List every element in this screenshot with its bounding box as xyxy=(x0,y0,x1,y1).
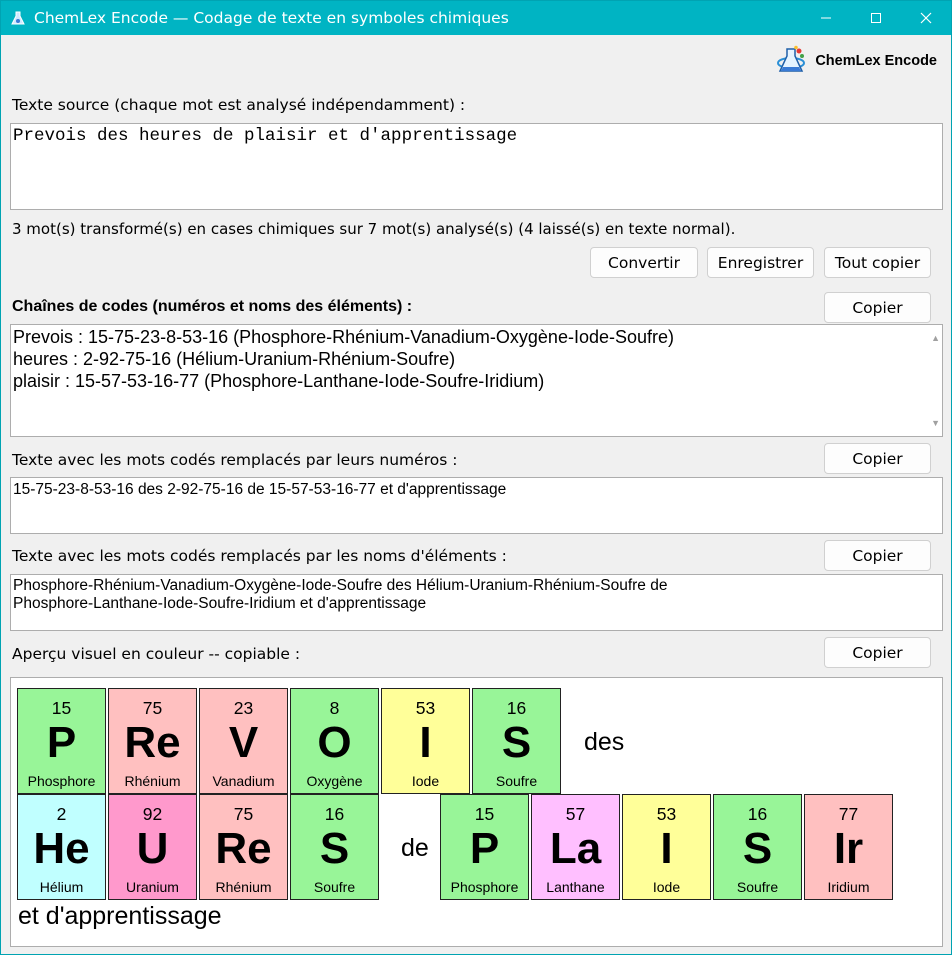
app-icon xyxy=(10,10,26,26)
codes-line: plaisir : 15-57-53-16-77 (Phosphore-Lanthane-Iode-Soufre-Iridium) xyxy=(13,371,545,391)
element-tile xyxy=(440,794,529,900)
element-number: 57 xyxy=(565,804,586,824)
element-tile xyxy=(622,794,711,900)
maximize-icon[interactable] xyxy=(851,1,901,35)
element-name: Phosphore xyxy=(450,879,519,895)
element-number: 15 xyxy=(51,698,72,718)
element-name: Soufre xyxy=(495,773,538,789)
element-number: 2 xyxy=(56,804,67,824)
element-number: 8 xyxy=(329,698,340,718)
status-text: 3 mot(s) transformé(s) en cases chimiques sur 7 mot(s) analysé(s) (4 laissé(s) en texte normal). xyxy=(12,220,736,238)
close-icon[interactable] xyxy=(901,1,951,35)
element-tile xyxy=(290,688,379,794)
codes-textarea[interactable] xyxy=(10,324,943,437)
element-tile xyxy=(381,688,470,794)
element-tile xyxy=(17,794,106,900)
element-symbol: U xyxy=(136,824,169,873)
element-number: 75 xyxy=(233,804,254,824)
convert-button[interactable]: Convertir xyxy=(590,247,698,278)
element-name: Iode xyxy=(411,773,440,789)
flask-logo-icon xyxy=(775,45,807,77)
element-tile xyxy=(108,794,197,900)
element-name: Phosphore xyxy=(27,773,96,789)
element-tile xyxy=(804,794,893,900)
element-name: Iridium xyxy=(827,879,870,895)
source-label: Texte source (chaque mot est analysé indépendamment) : xyxy=(12,96,466,114)
element-symbol: P xyxy=(46,718,77,767)
element-number: 53 xyxy=(415,698,436,718)
element-name: Lanthane xyxy=(546,879,605,895)
scroll-up-icon[interactable]: ▲ xyxy=(931,333,940,343)
codes-line: Prevois : 15-75-23-8-53-16 (Phosphore-Rhénium-Vanadium-Oxygène-Iode-Soufre) xyxy=(13,327,674,347)
element-symbol: Re xyxy=(215,824,272,873)
element-tile xyxy=(713,794,802,900)
element-symbol: La xyxy=(549,824,602,873)
copy-numbers-button[interactable]: Copier xyxy=(824,443,931,474)
plain-word: des xyxy=(584,728,625,756)
element-symbol: I xyxy=(419,718,432,767)
element-name: Rhénium xyxy=(215,879,272,895)
element-symbol: V xyxy=(228,718,259,767)
preview-area[interactable] xyxy=(10,677,943,947)
element-symbol: I xyxy=(660,824,673,873)
preview-label: Aperçu visuel en couleur -- copiable : xyxy=(12,645,301,663)
element-tile xyxy=(531,794,620,900)
element-number: 53 xyxy=(656,804,677,824)
plain-word: et d'apprentissage xyxy=(18,902,222,930)
names-label: Texte avec les mots codés remplacés par les noms d'éléments : xyxy=(12,547,507,565)
element-tile xyxy=(472,688,561,794)
element-number: 16 xyxy=(747,804,768,824)
element-symbol: He xyxy=(33,824,90,873)
element-symbol: S xyxy=(319,824,350,873)
source-textarea[interactable]: Prevois des heures de plaisir et d'apprentissage xyxy=(10,123,943,210)
element-number: 23 xyxy=(233,698,254,718)
window-title: ChemLex Encode — Codage de texte en symboles chimiques xyxy=(34,9,509,27)
element-number: 77 xyxy=(838,804,859,824)
element-symbol: S xyxy=(742,824,773,873)
element-number: 92 xyxy=(142,804,163,824)
element-name: Uranium xyxy=(126,879,179,895)
element-symbol: S xyxy=(501,718,532,767)
element-number: 15 xyxy=(474,804,495,824)
brand xyxy=(775,45,937,77)
element-number: 16 xyxy=(506,698,527,718)
save-button[interactable]: Enregistrer xyxy=(707,247,814,278)
element-tile xyxy=(199,688,288,794)
brand-name: ChemLex Encode xyxy=(815,53,937,69)
copy-preview-button[interactable]: Copier xyxy=(824,637,931,668)
element-name: Rhénium xyxy=(124,773,181,789)
copy-all-button[interactable]: Tout copier xyxy=(824,247,931,278)
element-name: Hélium xyxy=(39,879,84,895)
copy-codes-button[interactable]: Copier xyxy=(824,292,931,323)
element-tile xyxy=(108,688,197,794)
element-name: Soufre xyxy=(736,879,779,895)
minimize-icon[interactable] xyxy=(801,1,851,35)
element-tile xyxy=(17,688,106,794)
element-symbol: O xyxy=(317,718,352,767)
copy-names-button[interactable]: Copier xyxy=(824,540,931,571)
names-line: Phosphore-Lanthane-Iode-Soufre-Iridium et d'apprentissage xyxy=(13,595,427,612)
title-bar xyxy=(1,1,951,35)
element-name: Iode xyxy=(652,879,681,895)
element-symbol: P xyxy=(469,824,500,873)
codes-label: Chaînes de codes (numéros et noms des éléments) : xyxy=(12,298,413,315)
plain-word: de xyxy=(401,834,429,862)
element-tile xyxy=(199,794,288,900)
names-textarea[interactable] xyxy=(10,574,943,631)
numbers-textarea[interactable]: 15-75-23-8-53-16 des 2-92-75-16 de 15-57-53-16-77 et d'apprentissage xyxy=(10,477,943,534)
codes-line: heures : 2-92-75-16 (Hélium-Uranium-Rhénium-Soufre) xyxy=(13,349,456,369)
element-tile xyxy=(290,794,379,900)
element-name: Oxygène xyxy=(306,773,363,789)
element-name: Vanadium xyxy=(212,773,275,789)
scroll-down-icon[interactable]: ▼ xyxy=(931,418,940,428)
element-symbol: Re xyxy=(124,718,181,767)
element-number: 16 xyxy=(324,804,345,824)
element-name: Soufre xyxy=(313,879,356,895)
names-line: Phosphore-Rhénium-Vanadium-Oxygène-Iode-Soufre des Hélium-Uranium-Rhénium-Soufre de xyxy=(13,577,668,594)
element-symbol: Ir xyxy=(833,824,864,873)
element-number: 75 xyxy=(142,698,163,718)
numbers-label: Texte avec les mots codés remplacés par leurs numéros : xyxy=(12,451,458,469)
